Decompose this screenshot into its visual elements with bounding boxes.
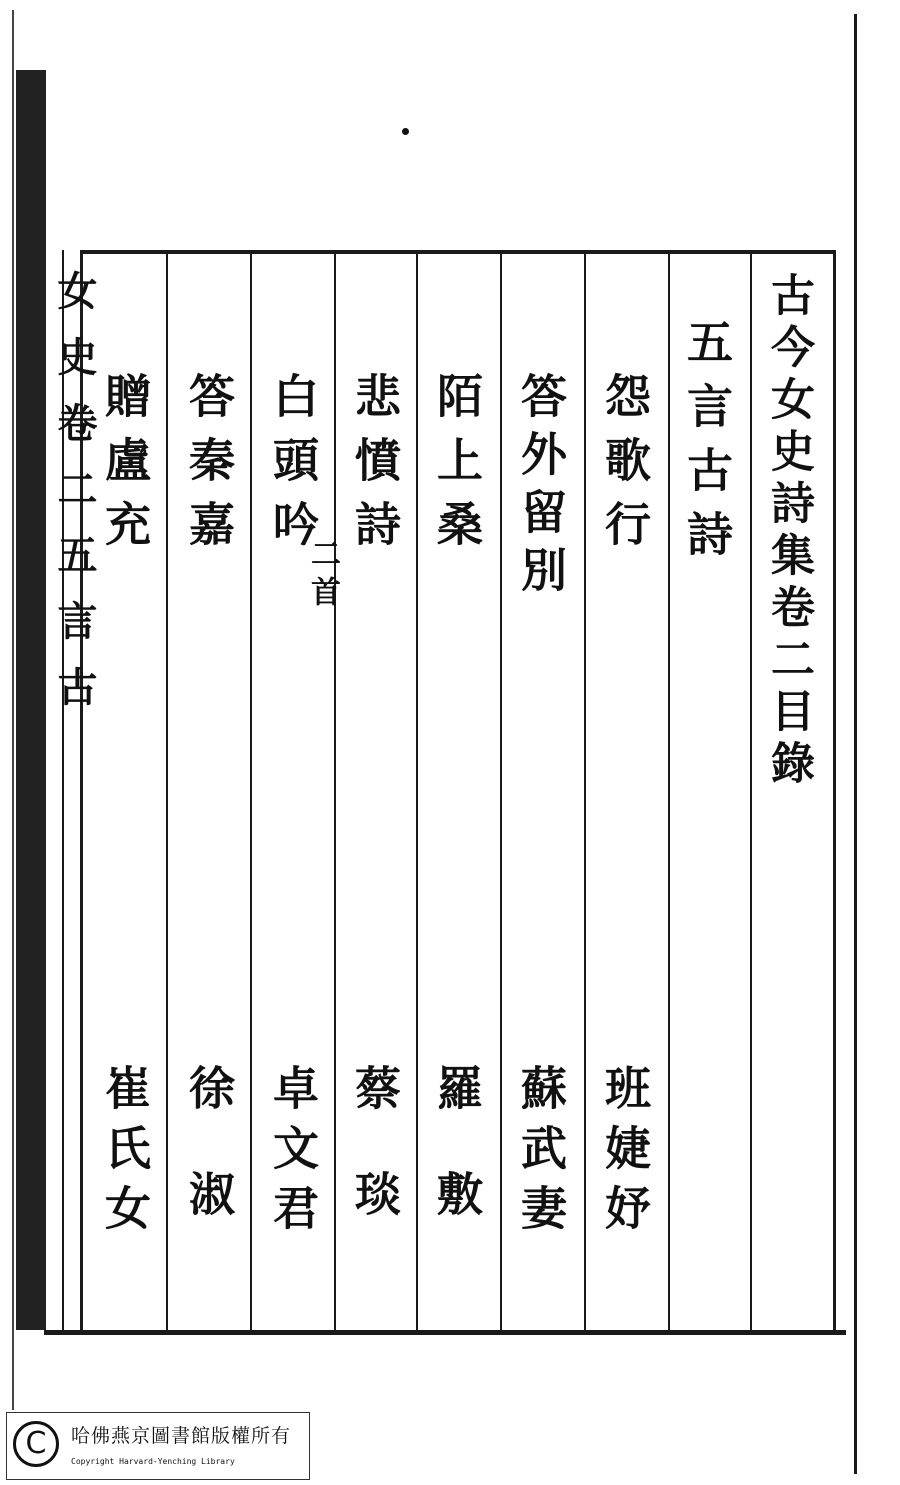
column-divider [250,254,252,1332]
copyright-english: Copyright Harvard-Yenching Library [71,1457,235,1466]
table-right-border [833,250,836,1332]
entry-author: 崔氏女 [98,1064,152,1244]
entry-author: 班婕妤 [598,1064,652,1244]
copyright-chinese: 哈佛燕京圖書館版權所有 [71,1425,292,1447]
column-divider [500,254,502,1332]
page-right-edge [854,14,857,1474]
entry-author: 卓文君 [266,1064,320,1244]
table-bottom-border [44,1330,846,1335]
spine-title: 女史卷二五言古 [51,270,98,732]
copyright-icon: C [13,1421,59,1467]
book-spine [16,70,46,1330]
column-divider [584,254,586,1332]
copyright-stamp [6,1412,310,1480]
book-title: 古今女史詩集卷二目錄 [763,272,814,792]
entry-title: 悲憤詩 [348,372,402,564]
entry-author: 蔡琰 [348,1064,402,1276]
column-divider [166,254,168,1332]
entry-author: 羅敷 [430,1064,484,1276]
column-divider [750,254,752,1332]
entry-title: 贈盧充 [98,372,152,564]
entry-title: 答秦嘉 [182,372,236,564]
column-divider [416,254,418,1332]
page-outer-border [12,10,14,1410]
column-divider [668,254,670,1332]
entry-note: 二首 [305,538,340,614]
entry-title: 白頭吟 [266,372,320,564]
section-heading: 五言古詩 [680,318,734,574]
column-divider [334,254,336,1332]
table-top-border [80,250,836,254]
ink-dot [402,128,409,135]
entry-author: 蘇武妻 [514,1064,568,1244]
entry-author: 徐淑 [182,1064,236,1276]
entry-title: 怨歌行 [598,372,652,564]
entry-title: 陌上桑 [430,372,484,564]
entry-title: 答外留別 [514,372,568,604]
